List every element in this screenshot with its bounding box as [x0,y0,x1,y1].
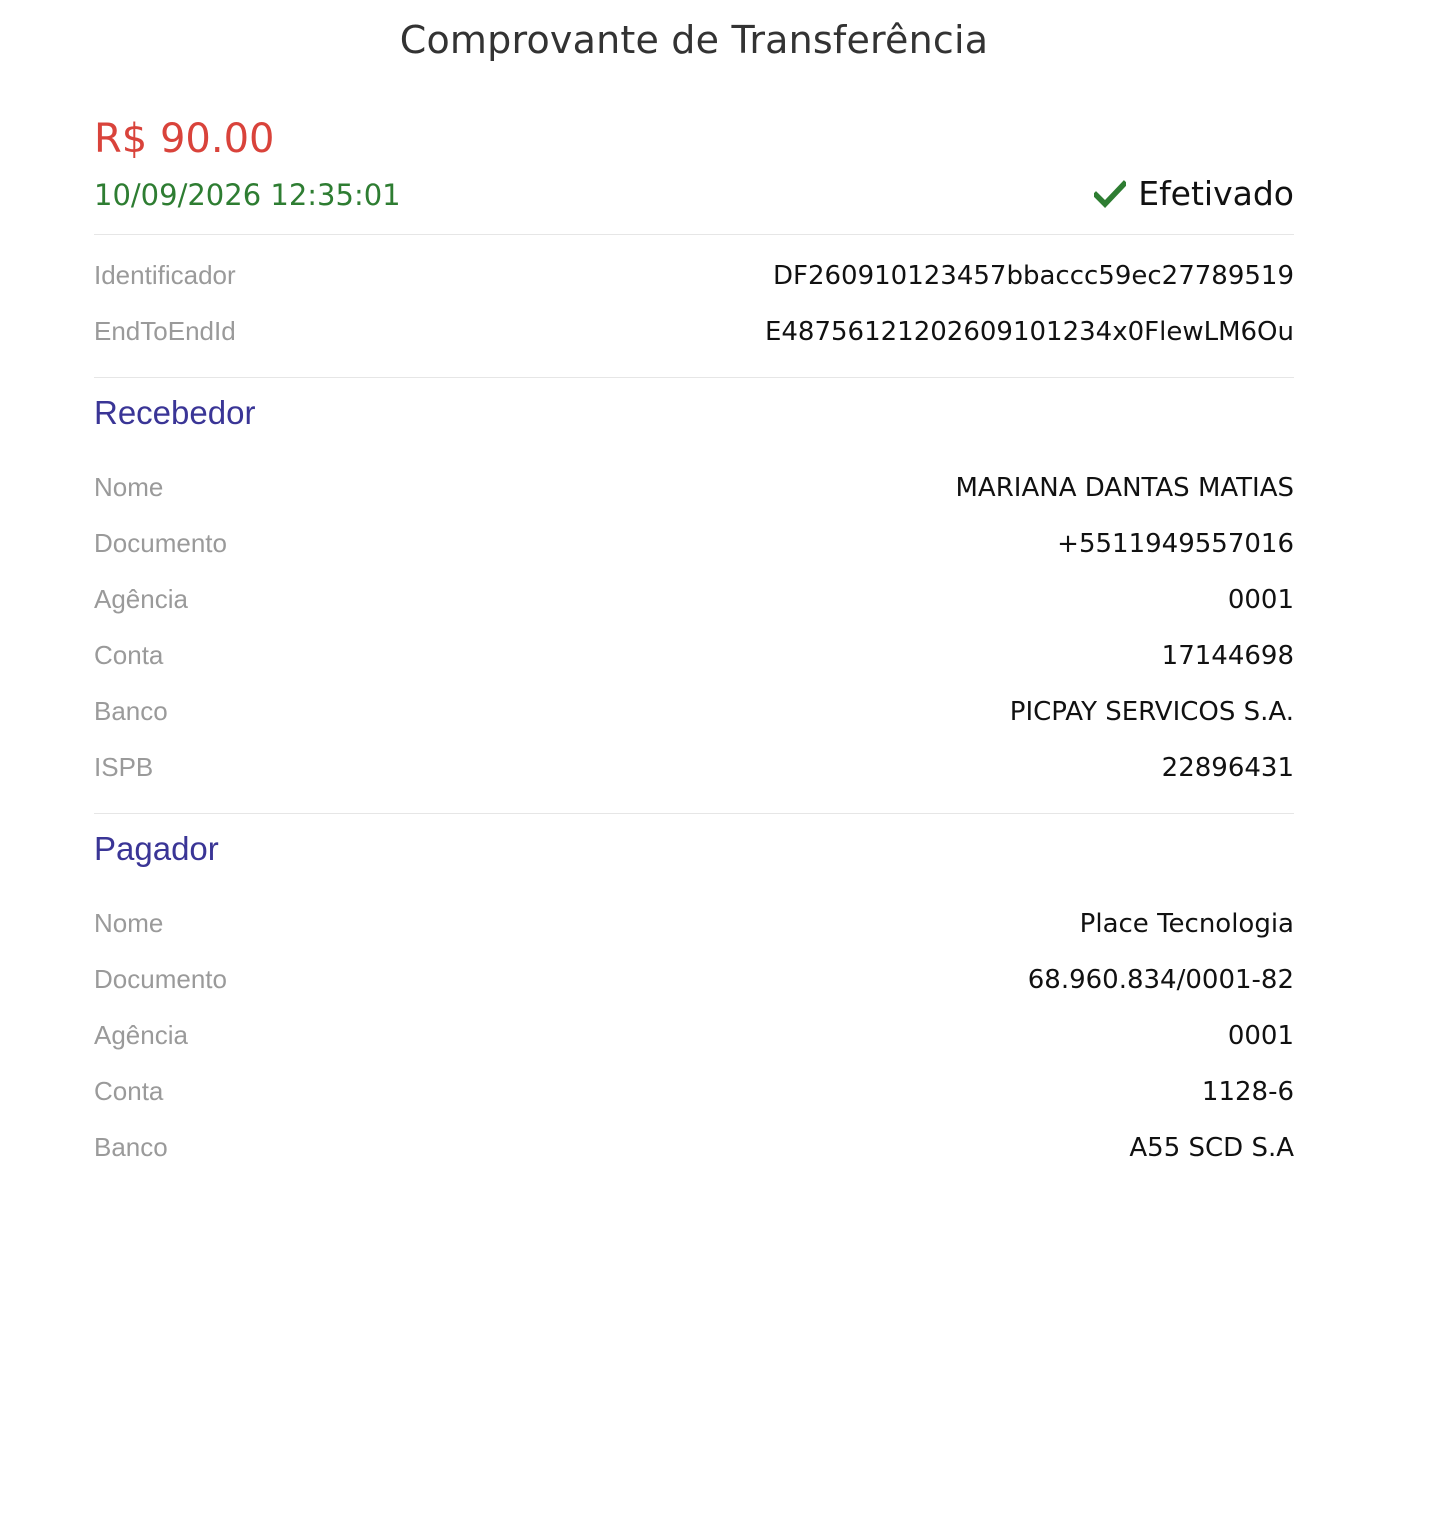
detail-label: Documento [94,528,227,558]
detail-value: MARIANA DANTAS MATIAS [955,473,1294,503]
detail-value: 68.960.834/0001-82 [1027,965,1294,995]
detail-label: Identificador [94,260,236,290]
detail-label: Banco [94,1132,168,1162]
detail-value: 0001 [1227,585,1294,615]
detail-label: Banco [94,696,168,726]
detail-row [94,1132,1294,1163]
detail-value: DF260910123457bbaccc59ec27789519 [772,261,1294,291]
detail-row-identificador [94,260,1294,291]
detail-row [94,696,1294,727]
transfer-datetime: 10/09/2026 12:35:01 [94,178,401,212]
detail-label: Agência [94,1020,188,1050]
detail-row [94,640,1294,671]
divider [94,234,1294,235]
check-icon [1094,180,1126,208]
detail-value: Place Tecnologia [1079,909,1294,939]
detail-value: PICPAY SERVICOS S.A. [1009,697,1294,727]
detail-label: Conta [94,1076,164,1106]
transfer-amount: R$ 90.00 [94,116,275,162]
detail-value: E48756121202609101234x0FlewLM6Ou [764,317,1294,347]
detail-row [94,584,1294,615]
detail-row [94,472,1294,503]
detail-label: Agência [94,584,188,614]
divider [94,377,1294,378]
detail-value: 22896431 [1161,753,1294,783]
detail-row [94,1076,1294,1107]
status-badge [1094,174,1294,213]
detail-label: Conta [94,640,164,670]
section-title-pagador: Pagador [94,830,219,867]
detail-row [94,1020,1294,1051]
detail-label: EndToEndId [94,316,236,346]
detail-value: +5511949557016 [1057,529,1294,559]
section-title-recebedor: Recebedor [94,394,256,431]
detail-label: Nome [94,908,164,938]
detail-row [94,752,1294,783]
detail-label: ISPB [94,752,154,782]
detail-value: 17144698 [1161,641,1294,671]
detail-label: Nome [94,472,164,502]
detail-label: Documento [94,964,227,994]
detail-row-endtoendid [94,316,1294,347]
detail-row [94,528,1294,559]
detail-row [94,964,1294,995]
detail-value: A55 SCD S.A [1129,1133,1294,1163]
detail-value: 1128-6 [1201,1077,1294,1107]
page-title: Comprovante de Transferência [399,18,989,62]
detail-row [94,908,1294,939]
divider [94,813,1294,814]
detail-value: 0001 [1227,1021,1294,1051]
status-text: Efetivado [1138,174,1294,213]
